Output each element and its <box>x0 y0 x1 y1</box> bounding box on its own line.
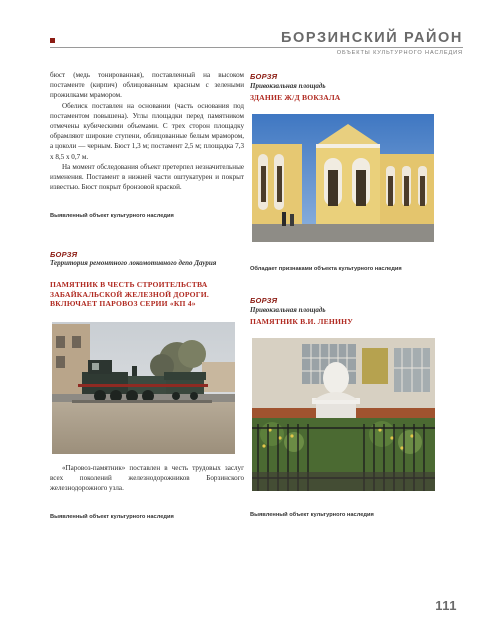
depot-status-caption: Выявленный объект культурного наследия <box>50 514 174 520</box>
lenin-address: Привокзальная площадь <box>250 306 326 314</box>
station-locality: БОРЗЯ <box>250 72 278 81</box>
intro-status-caption: Выявленный объект культурного наследия <box>50 213 174 219</box>
lenin-monument-photo <box>252 338 435 491</box>
station-object-title: ЗДАНИЕ Ж/Д ВОКЗАЛА <box>250 93 341 102</box>
station-photo <box>252 114 434 242</box>
header-marker <box>50 38 55 43</box>
intro-paragraph-1: бюст (медь тонированная), поставленный на высоком постаменте (кирпич) облицованным красным с зелеными прожилками мрамором. <box>50 71 244 100</box>
depot-object-title: ПАМЯТНИК В ЧЕСТЬ СТРОИТЕЛЬСТВА ЗАБАЙКАЛЬСКОЙ ЖЕЛЕЗНОЙ ДОРОГИ. ВКЛЮЧАЕТ ПАРОВОЗ СЕРИИ «КП 4» <box>50 280 209 309</box>
station-status-caption: Обладает признаками объекта культурного наследия <box>250 266 402 272</box>
section-title: БОРЗИНСКИЙ РАЙОН <box>281 30 463 46</box>
locomotive-photo <box>52 322 235 454</box>
depot-locality: БОРЗЯ <box>50 250 78 259</box>
lenin-locality: БОРЗЯ <box>250 296 278 305</box>
section-subtitle: ОБЪЕКТЫ КУЛЬТУРНОГО НАСЛЕДИЯ <box>336 50 463 56</box>
station-address: Привокзальная площадь <box>250 82 326 90</box>
depot-address: Территория ремонтного локомотивного депо Даурия <box>50 259 217 267</box>
lenin-object-title: ПАМЯТНИК В.И. ЛЕНИНУ <box>250 317 354 326</box>
intro-text-block <box>50 70 244 192</box>
lenin-status-caption: Выявленный объект культурного наследия <box>250 512 374 518</box>
page-number: 111 <box>435 598 457 613</box>
header-divider <box>50 47 463 48</box>
intro-paragraph-2: Обелиск поставлен на основании (часть основания под постаментом повышена). Углы площадки перед памятником отмечены кубическими объемами. С трех сторон площадку обрамляют широкие ступени, облицованные белым мрамором, а цоколи — черным. Бюст 1,3 м; постамент 2,5 м; площадка 7,3 х 8,5 х 0,7 м. <box>50 101 244 161</box>
intro-paragraph-3: На момент обследования объект претерпел незначительные изменения. Постамент в нижней части оштукатурен и покрыт известью. Бюст покрыт бронзовой краской. <box>50 162 244 192</box>
depot-description: «Паровоз-памятник» поставлен в честь трудовых заслуг всех поколений железнодорожников Борзинского железнодорожного узла. <box>50 464 244 493</box>
